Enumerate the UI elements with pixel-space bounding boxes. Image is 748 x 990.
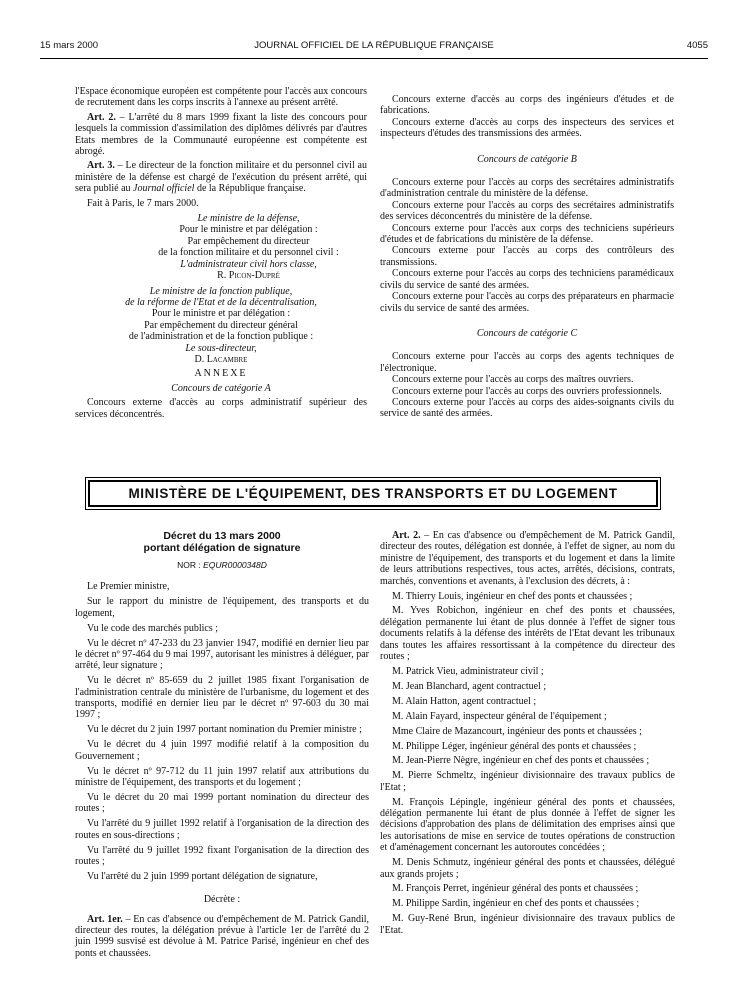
list-item: Concours externe pour l'accès aux corps des techniciens supérieurs d'études et de fabrications du ministère de la défense. — [380, 222, 674, 246]
category-b-heading: Concours de catégorie B — [477, 153, 577, 165]
category-b-items — [380, 177, 674, 314]
delegate-item: M. Philippe Léger, ingénieur général des ponts et chaussées ; — [392, 740, 637, 752]
header-date: 15 mars 2000 — [40, 40, 99, 51]
delegate-item: M. François Lépingle, ingénieur général des ponts et chaussées, délégation permanente lui étant de plus donnée à l'effet de signer les décisions d'approbation des plans de délimitation des emprises ainsi que les autorisations de mise en service de toutes opérations de construction et d'aménagement concernant les autoroutes concédées ; — [380, 796, 675, 854]
delegate-item: M. Thierry Louis, ingénieur en chef des ponts et chaussées ; — [392, 590, 633, 602]
decree-article-2-label: Art. 2. — [392, 530, 421, 541]
visa-line: Vu le code des marchés publics ; — [87, 622, 219, 634]
sig2-line-5: de l'administration et de la fonction publique : — [128, 331, 314, 343]
sig2-line-4: Par empêchement du directeur général — [144, 319, 298, 331]
delegate-item: M. Pierre Schmeltz, ingénieur divisionnaire des travaux publics de l'Etat ; — [380, 770, 675, 793]
fait-a-paris: Fait à Paris, le 7 mars 2000. — [87, 197, 199, 209]
visa-line: Le Premier ministre, — [87, 581, 170, 593]
arrete-intro-text: l'Espace économique européen est compétente pour l'accès aux concours de recrutement dans les corps inscrits à l'annexe au présent arrêté. — [75, 86, 367, 109]
article-3-journal: Journal officiel — [133, 183, 195, 195]
sig1-line-5: L'administrateur civil hors classe, — [180, 258, 317, 270]
header-rule — [40, 58, 708, 59]
signature-block-defense — [75, 213, 367, 281]
category-a-item: Concours externe d'accès au corps administratif supérieur des services déconcentrés. — [75, 397, 367, 420]
nor-label: NOR : — [177, 560, 204, 570]
list-item: Concours externe pour l'accès au corps des techniciens paramédicaux civils du service de santé des armées. — [380, 268, 674, 291]
list-item: Concours externe pour l'accès au corps des contrôleurs des transmissions. — [380, 245, 674, 268]
sig1-signatory: R. Picon-Dupré — [217, 270, 280, 282]
delegate-item: M. Yves Robichon, ingénieur en chef des ponts et chaussées, délégation permanente lui étant de plus donnée à l'effet de signer tous documents relatifs à la défense des intérêts de l'Etat devant les tribunaux dans toutes les affaires ressortissant à la compétence du directeur des routes ; — [380, 605, 675, 663]
category-c-items — [380, 351, 674, 419]
article-3-text-a: – Le directeur de la fonction militaire et du personnel civil au ministère de la défense est chargé de l'exécution du présent arrêté, qui sera publié au — [75, 160, 367, 195]
delegate-item: M. Jean-Pierre Nègre, ingénieur en chef des ponts et chaussées ; — [392, 755, 650, 767]
list-item: Concours externe pour l'accès au corps des aides-soignants civils du service de santé des armées. — [380, 396, 674, 420]
article-2-text: – L'arrêté du 8 mars 1999 fixant la liste des concours pour lesquels la commission d'assimilation des diplômes délivrés par d'autres Etats membres de la Communauté européenne est compétente est abrogé. — [75, 111, 367, 158]
list-item: Concours externe pour l'accès au corps des préparateurs en pharmacie civils du service de santé des armées. — [380, 291, 674, 314]
sig2-line-1: Le ministre de la fonction publique, — [149, 285, 293, 297]
list-item: Concours externe d'accès au corps des inspecteurs des services et inspecteurs d'études des transmissions des armées. — [380, 116, 674, 140]
delegate-item: M. Alain Hatton, agent contractuel ; — [392, 695, 537, 707]
top-left-column — [75, 86, 367, 420]
visa-line: Vu le décret nº 97-712 du 11 juin 1997 relatif aux attributions du ministre de l'équipement, des transports et du logement ; — [75, 765, 369, 788]
visa-line: Vu le décret nº 47-233 du 23 janvier 1947, modifié en dernier lieu par le décret nº 97-464 du 9 mai 1997, autorisant les ministres à déléguer, par arrêté, leur signature ; — [75, 637, 370, 672]
header-page-number: 4055 — [686, 40, 708, 51]
visa-line: Vu l'arrêté du 2 juin 1999 portant délégation de signature, — [87, 870, 318, 882]
article-2 — [75, 112, 367, 158]
list-item: Concours externe d'accès au corps des ingénieurs d'études et de fabrications. — [380, 94, 674, 117]
article-3-text-b: de la République française. — [194, 183, 306, 195]
delegate-item: M. Denis Schmutz, ingénieur général des ponts et chaussées, délégué aux grands projets ; — [380, 857, 675, 880]
ministry-banner: MINISTÈRE DE L'ÉQUIPEMENT, DES TRANSPORTS ET DU LOGEMENT — [88, 480, 658, 507]
nor-code: EQUR0000348D — [203, 560, 267, 570]
delegate-item: M. Guy-René Brun, ingénieur divisionnaire des travaux publics de l'Etat. — [380, 913, 675, 936]
visa-line: Vu le décret du 4 juin 1997 modifié relatif à la composition du Gouvernement ; — [75, 739, 369, 762]
list-item: Concours externe pour l'accès au corps des secrétaires administratifs d'administration centrale du ministère de la défense. — [380, 177, 674, 200]
nor-reference — [75, 560, 369, 571]
delegate-item: Mme Claire de Mazancourt, ingénieur des ponts et chaussées ; — [392, 725, 642, 737]
visa-line: Vu l'arrêté du 9 juillet 1992 fixant l'organisation de la direction des routes ; — [75, 844, 369, 867]
sig2-signatory: D. Lacambre — [194, 353, 248, 365]
annexe-heading: ANNEXE — [194, 368, 248, 380]
sig1-line-2: Pour le ministre et par délégation : — [179, 224, 318, 236]
category-a-items-continued — [380, 94, 674, 140]
decree-article-1-text: – En cas d'absence ou d'empêchement de M. Patrick Gandil, directeur des routes, la délégation prévue à l'article 1er de l'arrêté du 2 juin 1999 susvisé est dévolue à M. Patrice Parisé, ingénieur en chef des ponts et chaussées. — [75, 913, 370, 959]
visa-line: Vu le décret du 20 mai 1999 portant nomination du directeur des routes ; — [75, 791, 369, 815]
delegate-item: M. François Perret, ingénieur général des ponts et chaussées ; — [392, 883, 639, 895]
category-a-heading: Concours de catégorie A — [171, 382, 271, 394]
decree-article-1 — [75, 914, 369, 960]
decree-right-column — [380, 530, 675, 936]
sig2-line-6: Le sous-directeur, — [185, 342, 257, 354]
decree-visas — [75, 581, 369, 882]
decree-article-2 — [380, 530, 675, 587]
top-right-column — [380, 94, 674, 420]
decree-title-line-2: portant délégation de signature — [143, 542, 301, 554]
list-item: Concours externe pour l'accès au corps des ouvriers professionnels. — [392, 385, 662, 397]
decree-title-line-1: Décret du 13 mars 2000 — [163, 530, 281, 542]
decree-left-column — [75, 530, 369, 959]
sig1-line-3: Par empêchement du directeur — [187, 235, 310, 247]
page-header — [40, 40, 708, 56]
delegate-item: M. Jean Blanchard, agent contractuel ; — [392, 680, 547, 692]
visa-line: Vu le décret du 2 juin 1997 portant nomination du Premier ministre ; — [87, 724, 362, 736]
visa-line: Vu l'arrêté du 9 juillet 1992 relatif à l'organisation de la direction des routes en sous-directions ; — [75, 818, 369, 841]
decree-article-1-label: Art. 1er. — [87, 913, 123, 925]
delegate-item: M. Philippe Sardin, ingénieur en chef des ponts et chaussées ; — [392, 898, 640, 910]
delegate-item: M. Alain Fayard, inspecteur général de l'équipement ; — [392, 710, 607, 722]
signature-block-fonction-publique — [75, 286, 367, 366]
list-item: Concours externe pour l'accès au corps des maîtres ouvriers. — [392, 374, 634, 386]
decree-article-2-text: – En cas d'absence ou d'empêchement de M. Patrick Gandil, directeur des routes, délégation est donnée, à l'effet de signer, au nom du ministre de l'équipement, des transports et du logement et dans la limite de leurs attributions respectives, tous actes, arrêtés, décisions, contrats, marchés, conventions et avenants, à l'exclusion des décrets, à : — [380, 530, 675, 587]
list-item: Concours externe pour l'accès au corps des secrétaires administratifs des services déconcentrés du ministère de la défense. — [380, 199, 674, 223]
category-c-heading: Concours de catégorie C — [476, 327, 578, 339]
article-3-label: Art. 3. — [87, 160, 115, 172]
article-3 — [75, 160, 367, 194]
sig1-line-4: de la fonction militaire et du personnel civil : — [158, 247, 339, 259]
decrete-heading: Décrète : — [203, 894, 241, 906]
header-journal-title: JOURNAL OFFICIEL DE LA RÉPUBLIQUE FRANÇAISE — [254, 40, 494, 51]
sig2-line-2: de la réforme de l'Etat et de la décentralisation, — [125, 296, 317, 308]
list-item: Concours externe pour l'accès au corps des agents techniques de l'électronique. — [380, 351, 674, 374]
visa-line: Sur le rapport du ministre de l'équipement, des transports et du logement, — [75, 596, 369, 619]
sig2-line-3: Pour le ministre et par délégation : — [151, 308, 291, 320]
delegation-list — [380, 591, 675, 937]
article-2-label: Art. 2. — [87, 111, 116, 123]
delegate-item: M. Patrick Vieu, administrateur civil ; — [392, 665, 544, 677]
sig1-line-1: Le ministre de la défense, — [197, 213, 300, 225]
visa-line: Vu le décret nº 85-659 du 2 juillet 1985 fixant l'organisation de l'administration centrale du ministère de l'urbanisme, du logement et des transports, modifié en dernier lieu par le décret nº 97-603 du 30 mai 1997 ; — [75, 675, 369, 721]
